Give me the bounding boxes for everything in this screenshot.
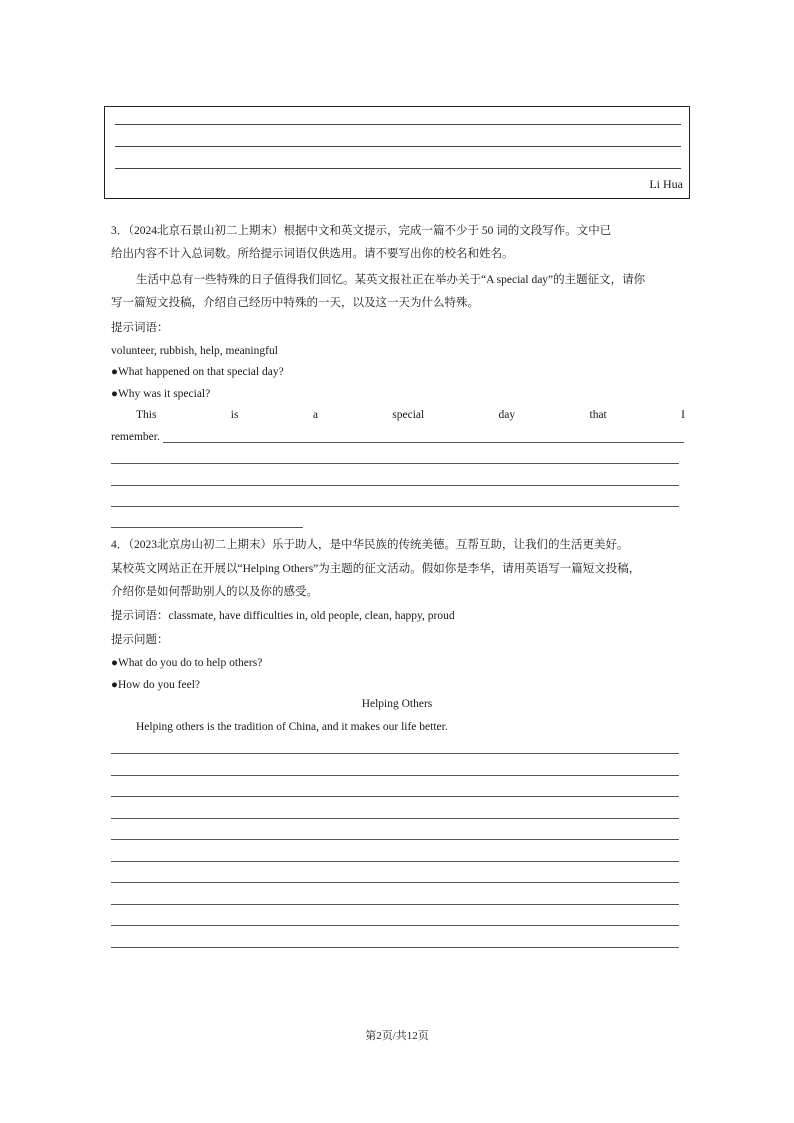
q4-opening-sentence: Helping others is the tradition of China, and it makes our life better. <box>136 721 448 733</box>
q3-opening-word: special <box>392 409 425 421</box>
q4-answer-line <box>111 904 679 905</box>
q3-scenario-line1: 生活中总有一些特殊的日子值得我们回忆。某英文报社正在举办关于“A special day”的主题征文，请你 <box>136 274 646 286</box>
writing-line <box>115 146 681 147</box>
writing-line <box>115 168 681 169</box>
q4-prompt-line3: 介绍你是如何帮助别人的以及你的感受。 <box>111 586 318 598</box>
q3-opening-word: I <box>681 409 685 421</box>
q4-answer-line <box>111 818 679 819</box>
q3-answer-line <box>111 506 679 507</box>
q3-hint-label: 提示词语： <box>111 322 169 334</box>
q3-opening-word: day <box>498 409 516 421</box>
q3-prompt-line2: 给出内容不计入总词数。所给提示词语仅供选用。请不要写出你的校名和姓名。 <box>111 248 514 260</box>
page-footer: 第2页/共12页 <box>365 1030 429 1042</box>
answer-box <box>104 106 690 199</box>
q4-essay-title: Helping Others <box>361 698 433 710</box>
q4-answer-line <box>111 796 679 797</box>
q4-answer-line <box>111 775 679 776</box>
q4-answer-line <box>111 925 679 926</box>
q3-opening-word: is <box>230 409 239 421</box>
q4-answer-line <box>111 753 679 754</box>
q4-answer-line <box>111 861 679 862</box>
q4-answer-line <box>111 882 679 883</box>
q3-prompt-line1: 3．（2024北京石景山初二上期末）根据中文和英文提示，完成一篇不少于 50 词的文段写作。文中已 <box>111 225 612 237</box>
q3-opening-sentence <box>136 407 685 423</box>
q4-hint-question-label: 提示问题： <box>111 634 169 646</box>
q3-bullet-2: ●Why was it special? <box>111 388 211 400</box>
q3-opening-word: This <box>136 409 157 421</box>
q3-bullet-1: ●What happened on that special day? <box>111 366 284 378</box>
q4-answer-line <box>111 839 679 840</box>
q4-prompt-line1: 4．（2023北京房山初二上期末）乐于助人，是中华民族的传统美德。互帮互助，让我们的生活更美好。 <box>111 539 629 551</box>
writing-line <box>115 124 681 125</box>
q4-prompt-line2: 某校英文网站正在开展以“Helping Others”为主题的征文活动。假如你是李华，请用英语写一篇短文投稿， <box>111 563 641 575</box>
q4-bullet-2: ●How do you feel? <box>111 679 201 691</box>
q3-opening-end: remember. <box>111 431 160 443</box>
q3-answer-line <box>111 527 303 528</box>
q3-scenario-line2: 写一篇短文投稿，介绍自己经历中特殊的一天，以及这一天为什么特殊。 <box>111 297 479 309</box>
q4-answer-line <box>111 947 679 948</box>
q4-hint-words: 提示词语：classmate, have difficulties in, old people, clean, happy, proud <box>111 610 455 622</box>
q3-opening-word: that <box>589 409 607 421</box>
signature: Li Hua <box>649 177 683 191</box>
q3-answer-line <box>111 485 679 486</box>
q3-opening-word: a <box>312 409 318 421</box>
q3-answer-line <box>163 442 684 443</box>
q3-hint-words: volunteer, rubbish, help, meaningful <box>111 345 278 357</box>
q4-bullet-1: ●What do you do to help others? <box>111 657 263 669</box>
q3-answer-line <box>111 463 679 464</box>
